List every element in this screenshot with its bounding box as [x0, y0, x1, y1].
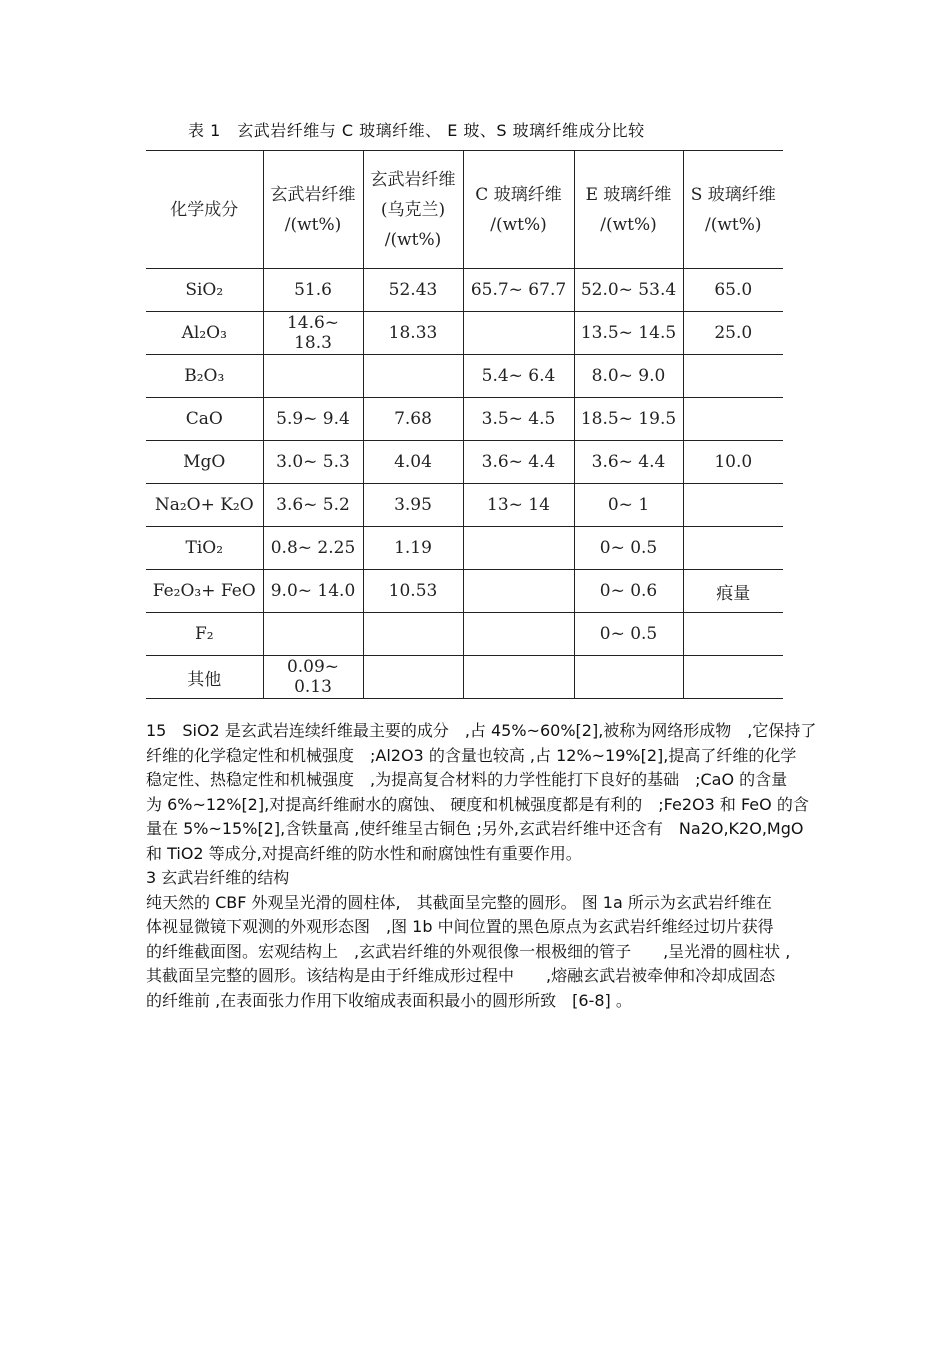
text-line: 纯天然的 CBF 外观呈光滑的圆柱体, 其截面呈完整的圆形。 图 1a 所示为玄武岩纤维在: [146, 892, 772, 912]
value-cell: [463, 570, 574, 613]
text-line: 其截面呈完整的圆形。该结构是由于纤维成形过程中 ,熔融玄武岩被牵伸和冷却成固态: [146, 966, 776, 985]
table-row: [146, 613, 783, 656]
value-cell: [463, 613, 574, 656]
text-line: 量在 5%~15%[2],含铁量高 ,使纤维呈古铜色 ;另外,玄武岩纤维中还含有 Na2O,K2O,MgO: [146, 819, 804, 838]
value-cell: 3.6~ 5.2: [263, 484, 363, 527]
component-cell: B₂O₃: [146, 355, 263, 398]
column-header: [363, 151, 463, 269]
column-header-line: 化学成分: [170, 199, 239, 220]
value-cell: 13~ 14: [463, 484, 574, 527]
value-cell: 65.0: [683, 269, 783, 312]
table-row: [146, 527, 783, 570]
value-cell: 25.0: [683, 312, 783, 355]
column-header-line: /(wt%): [384, 229, 442, 250]
value-cell: 51.6: [263, 269, 363, 312]
text-line: 稳定性、热稳定性和机械强度 ,为提高复合材料的力学性能打下良好的基础 ;CaO 的含量: [146, 770, 788, 789]
value-cell: 3.6~ 4.4: [463, 441, 574, 484]
column-header-line: C 玻璃纤维: [475, 184, 562, 205]
text-line: 体视显微镜下观测的外观形态图 ,图 1b 中间位置的黑色原点为玄武岩纤维经过切片获得: [146, 917, 774, 936]
section-heading: 3 玄武岩纤维的结构: [146, 868, 290, 887]
column-header-line: /(wt%): [600, 214, 657, 235]
value-cell: 8.0~ 9.0: [574, 355, 683, 398]
component-cell: SiO₂: [146, 269, 263, 312]
table-header: [146, 151, 783, 269]
value-cell: [683, 656, 783, 699]
value-cell: 0~ 0.6: [574, 570, 683, 613]
table-row: [146, 484, 783, 527]
value-cell: 18.33: [363, 312, 463, 355]
column-header-line: S 玻璃纤维: [690, 184, 776, 205]
value-cell: 0.09~ 0.13: [263, 656, 363, 699]
component-cell: TiO₂: [146, 527, 263, 570]
text-line: 纤维的化学稳定性和机械强度 ;Al2O3 的含量也较高 ,占 12%~19%[2],提高了纤维的化学: [146, 745, 797, 765]
column-header: [263, 151, 363, 269]
column-header-line: 玄武岩纤维: [270, 184, 356, 205]
value-cell: 痕量: [683, 570, 783, 613]
table-row: [146, 355, 783, 398]
value-cell: 65.7~ 67.7: [463, 269, 574, 312]
column-header-line: 玄武岩纤维: [370, 169, 456, 190]
value-cell: [263, 613, 363, 656]
value-cell: [683, 527, 783, 570]
table-row: [146, 441, 783, 484]
table-row: [146, 570, 783, 613]
component-cell: MgO: [146, 441, 263, 484]
value-cell: [683, 484, 783, 527]
value-cell: 3.6~ 4.4: [574, 441, 683, 484]
column-header-line: /(wt%): [704, 214, 762, 235]
column-header-line: /(wt%): [284, 214, 342, 235]
value-cell: [683, 613, 783, 656]
table-row: [146, 312, 783, 355]
table-row: [146, 269, 783, 312]
column-header-line: E 玻璃纤维: [585, 184, 672, 205]
value-cell: 3.95: [363, 484, 463, 527]
value-cell: [463, 312, 574, 355]
text-line: 的纤维前 ,在表面张力作用下收缩成表面积最小的圆形所致 [6-8] 。: [146, 990, 632, 1010]
column-header-line: (乌克兰): [380, 199, 446, 220]
value-cell: 4.04: [363, 441, 463, 484]
component-cell: Al₂O₃: [146, 312, 263, 355]
table-row: [146, 656, 783, 699]
column-header: [146, 151, 263, 269]
value-cell: 52.43: [363, 269, 463, 312]
text-line: 和 TiO2 等成分,对提高纤维的防水性和耐腐蚀性有重要作用。: [146, 843, 582, 863]
component-cell: F₂: [146, 613, 263, 656]
value-cell: 9.0~ 14.0: [263, 570, 363, 613]
value-cell: 13.5~ 14.5: [574, 312, 683, 355]
value-cell: [263, 355, 363, 398]
value-cell: 52.0~ 53.4: [574, 269, 683, 312]
component-cell: 其他: [146, 656, 263, 699]
text-line: 15 SiO2 是玄武岩连续纤维最主要的成分 ,占 45%~60%[2],被称为网络形成物 ,它保持了: [146, 721, 817, 740]
value-cell: 10.0: [683, 441, 783, 484]
column-header: [683, 151, 783, 269]
value-cell: 5.4~ 6.4: [463, 355, 574, 398]
value-cell: [363, 656, 463, 699]
component-cell: CaO: [146, 398, 263, 441]
value-cell: [463, 527, 574, 570]
column-header: [574, 151, 683, 269]
text-line: 的纤维截面图。宏观结构上 ,玄武岩纤维的外观很像一根极细的管子 ,呈光滑的圆柱状 ,: [146, 941, 791, 961]
value-cell: [683, 398, 783, 441]
value-cell: 5.9~ 9.4: [263, 398, 363, 441]
table-body: [146, 269, 783, 699]
component-cell: Na₂O+ K₂O: [146, 484, 263, 527]
component-cell: Fe₂O₃+ FeO: [146, 570, 263, 613]
value-cell: [683, 355, 783, 398]
header-row: [146, 151, 783, 269]
value-cell: [363, 613, 463, 656]
composition-table: [146, 150, 783, 699]
body-text: [146, 719, 866, 1013]
value-cell: [363, 355, 463, 398]
value-cell: 1.19: [363, 527, 463, 570]
value-cell: [463, 656, 574, 699]
value-cell: [574, 656, 683, 699]
column-header: [463, 151, 574, 269]
value-cell: 0~ 0.5: [574, 613, 683, 656]
value-cell: 0~ 0.5: [574, 527, 683, 570]
value-cell: 10.53: [363, 570, 463, 613]
text-line: 为 6%~12%[2],对提高纤维耐水的腐蚀、 硬度和机械强度都是有利的 ;Fe2O3 和 FeO 的含: [146, 794, 809, 814]
value-cell: 0~ 1: [574, 484, 683, 527]
value-cell: 3.5~ 4.5: [463, 398, 574, 441]
table-row: [146, 398, 783, 441]
value-cell: 7.68: [363, 398, 463, 441]
table-caption: 表 1 玄武岩纤维与 C 玻璃纤维、 E 玻、S 玻璃纤维成分比较: [188, 121, 645, 140]
value-cell: 18.5~ 19.5: [574, 398, 683, 441]
value-cell: 3.0~ 5.3: [263, 441, 363, 484]
column-header-line: /(wt%): [490, 214, 547, 235]
value-cell: 0.8~ 2.25: [263, 527, 363, 570]
value-cell: 14.6~ 18.3: [263, 312, 363, 355]
